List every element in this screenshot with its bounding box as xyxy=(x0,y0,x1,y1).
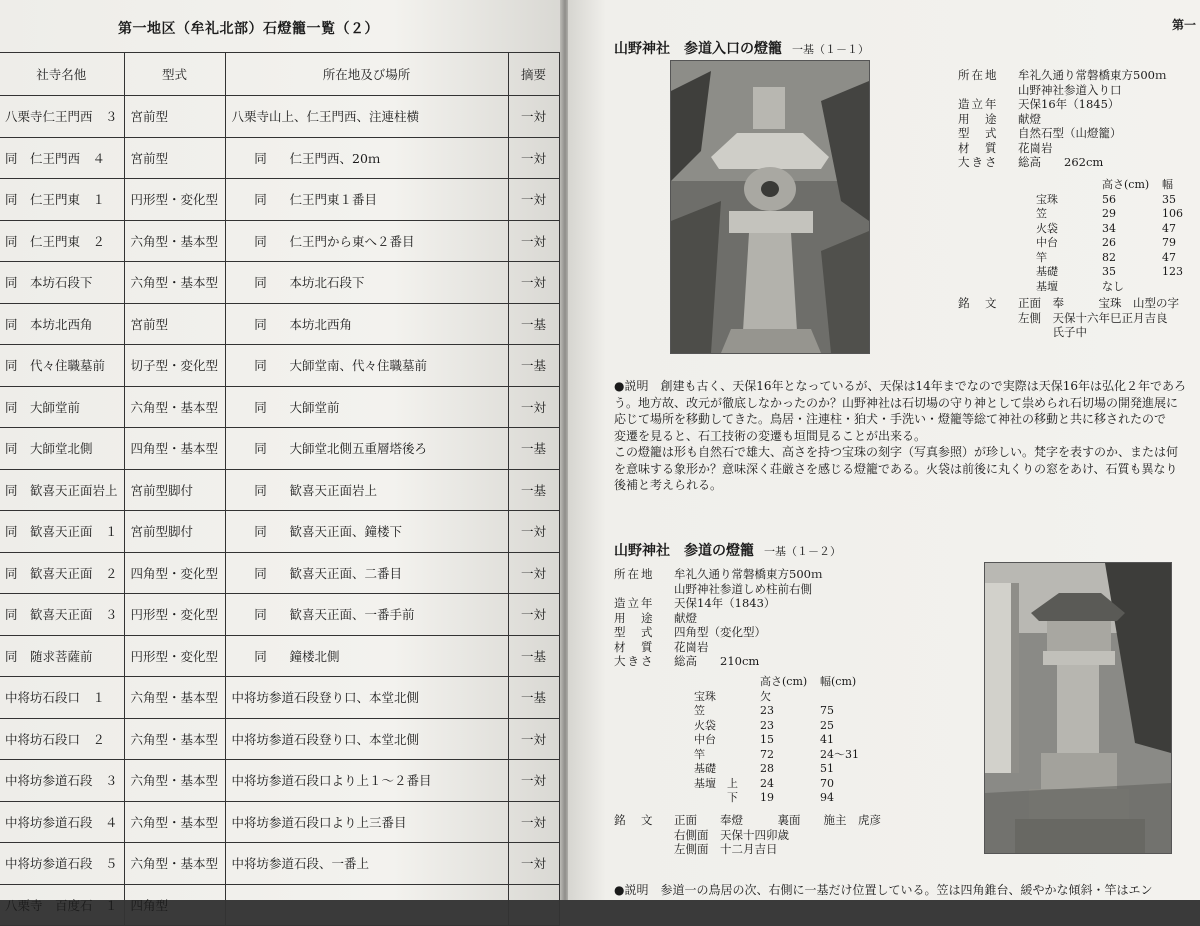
size-width: 47 xyxy=(1162,250,1176,264)
cell-location xyxy=(225,262,508,304)
entry1-name: 山野神社 参道入口の燈籠 xyxy=(614,41,782,57)
cell-location xyxy=(225,220,508,262)
cell-location-text: 大師堂南、代々住職墓前 xyxy=(289,358,428,374)
info-label xyxy=(614,828,674,843)
cell-location xyxy=(225,345,508,387)
size-height: なし xyxy=(1102,279,1124,293)
info-label: 造立年 xyxy=(958,97,999,111)
size-height: 28 xyxy=(760,762,774,775)
info-label: 用 途 xyxy=(958,111,999,126)
size-part: 竿 xyxy=(1036,250,1047,264)
table-body xyxy=(0,96,559,926)
entry1-description xyxy=(614,378,1200,494)
cell-name: 同 大師堂北側 xyxy=(0,428,124,470)
cell-name: 同 代々住職墓前 xyxy=(0,345,124,387)
entry2-count: 一基（１－２） xyxy=(764,545,841,558)
cell-name: 中将坊石段口 ２ xyxy=(0,718,124,760)
info-value: 氏子中 xyxy=(1018,325,1087,339)
cell-type: 切子型・変化型 xyxy=(124,345,225,387)
cell-location xyxy=(225,760,508,802)
info-value: 牟礼久通り常磐橋東方500ｍ xyxy=(674,567,823,581)
table-row xyxy=(0,718,559,760)
info-label: 型 式 xyxy=(614,625,655,639)
info-row xyxy=(958,112,1166,127)
size-row xyxy=(694,690,859,705)
description-line: 変遷を見ると、石工技術の変遷も垣間見ることが出来る。 xyxy=(614,428,927,443)
table-row xyxy=(0,760,559,802)
size-header-width: 幅(cm) xyxy=(820,675,857,688)
cell-location-text: 中将坊参道石段登り口、本堂北側 xyxy=(231,690,420,706)
info-row xyxy=(614,640,822,655)
info-value: 山野神社参道しめ柱前右側 xyxy=(674,581,812,596)
size-part: 宝珠 xyxy=(694,689,716,703)
cell-name: 同 本坊石段下 xyxy=(0,262,124,304)
info-row xyxy=(614,842,881,857)
entry2-photo xyxy=(984,562,1172,854)
size-row xyxy=(1036,251,1183,266)
size-header-width: 幅 xyxy=(1162,178,1173,191)
table-row xyxy=(0,345,559,387)
size-part: 基礎 xyxy=(1036,265,1058,278)
info-row xyxy=(958,126,1166,141)
size-part: 下 xyxy=(694,791,738,804)
cell-name: 中将坊石段口 １ xyxy=(0,677,124,719)
entry2-title xyxy=(614,540,841,560)
size-row xyxy=(694,719,859,734)
cell-location-text: 歓喜天正面、一番手前 xyxy=(289,607,415,623)
size-part: 火袋 xyxy=(1036,221,1058,235)
cell-location-text: 本坊北西角 xyxy=(289,316,353,332)
info-row xyxy=(614,567,822,582)
cell-quantity: 一基 xyxy=(508,303,559,345)
info-label: 銘 文 xyxy=(958,296,999,310)
entry1-info xyxy=(958,68,1166,170)
size-row xyxy=(1036,265,1183,280)
info-label xyxy=(958,83,1018,98)
cell-quantity: 一対 xyxy=(508,801,559,843)
size-row xyxy=(694,704,859,719)
table-row xyxy=(0,801,559,843)
size-width: 35 xyxy=(1162,192,1176,206)
info-row xyxy=(614,596,822,611)
info-row xyxy=(958,296,1179,311)
cell-location xyxy=(225,801,508,843)
info-value: 献燈 xyxy=(1018,111,1041,126)
cell-quantity: 一基 xyxy=(508,469,559,511)
cell-ditto-mark: 同 xyxy=(254,399,267,415)
info-value: 花崗岩 xyxy=(1018,140,1053,155)
cell-type: 六角型・基本型 xyxy=(124,843,225,885)
table-row xyxy=(0,552,559,594)
cell-location-text: 中将坊参道石段、一番上 xyxy=(231,856,370,872)
header-type: 型式 xyxy=(124,53,225,96)
lantern-table xyxy=(0,52,560,926)
info-label: 所在地 xyxy=(958,68,999,82)
cell-ditto-mark: 同 xyxy=(254,150,267,166)
size-height: 26 xyxy=(1102,236,1116,249)
size-height: 72 xyxy=(760,747,774,761)
size-height: 56 xyxy=(1102,192,1116,206)
cell-location-text: 本坊北石段下 xyxy=(289,275,365,291)
cell-location xyxy=(225,386,508,428)
size-header-spacer xyxy=(1036,178,1102,193)
size-part: 竿 xyxy=(694,747,705,761)
info-row xyxy=(614,582,822,597)
left-page xyxy=(0,0,562,913)
page-title: 第一地区（牟礼北部）石燈籠一覧（２） xyxy=(118,21,379,37)
size-height: 35 xyxy=(1102,265,1116,278)
cell-location-text: 鐘楼北側 xyxy=(289,648,340,664)
size-row xyxy=(1036,222,1183,237)
info-value: 牟礼久通り常磐橋東方500ｍ xyxy=(1018,68,1167,82)
size-row xyxy=(694,791,859,806)
table-row xyxy=(0,843,559,885)
table-row xyxy=(0,220,559,262)
size-height: 34 xyxy=(1102,221,1116,235)
cell-quantity: 一対 xyxy=(508,262,559,304)
description-line: を意味する象形か？意味深く荘厳さを感じる燈籠である。火袋は前後に丸くりの窓をあけ、石質も異なり xyxy=(614,461,1178,476)
cell-type: 円形型・変化型 xyxy=(124,635,225,677)
cell-quantity: 一対 xyxy=(508,137,559,179)
cell-location-text: 中将坊参道石段口より上三番目 xyxy=(231,814,407,830)
size-row xyxy=(1036,207,1183,222)
cell-quantity: 一基 xyxy=(508,345,559,387)
cell-name: 中将坊参道石段 ３ xyxy=(0,760,124,802)
info-row xyxy=(614,611,822,626)
info-value: 花崗岩 xyxy=(674,639,709,654)
table-row xyxy=(0,677,559,719)
cell-type: 円形型・変化型 xyxy=(124,179,225,221)
size-part: 中台 xyxy=(694,733,716,746)
cell-location xyxy=(225,635,508,677)
cell-ditto-mark: 同 xyxy=(254,316,267,332)
cell-name: 同 歓喜天正面岩上 xyxy=(0,469,124,511)
info-value: 正面 奉 宝珠 山型の字 xyxy=(1018,296,1179,310)
size-height: 23 xyxy=(760,704,774,717)
size-header-height: 高さ(cm) xyxy=(760,675,808,688)
info-value: 天保14年（1843） xyxy=(674,596,776,610)
info-label: 材 質 xyxy=(614,639,655,654)
cell-type: 宮前型脚付 xyxy=(124,511,225,553)
size-part: 笠 xyxy=(694,704,705,717)
cell-type: 四角型・変化型 xyxy=(124,552,225,594)
info-value: 総高 262cm xyxy=(1018,155,1104,169)
cell-type: 六角型・基本型 xyxy=(124,718,225,760)
cell-ditto-mark: 同 xyxy=(254,607,267,623)
right-page xyxy=(568,0,1200,900)
info-value: 四角型（変化型） xyxy=(674,625,766,639)
cell-location xyxy=(225,677,508,719)
entry1-title xyxy=(614,38,869,58)
table-header-row xyxy=(0,53,559,96)
table-row xyxy=(0,179,559,221)
size-header-height: 高さ(cm) xyxy=(1102,178,1150,191)
entry1-size-table xyxy=(1036,178,1183,294)
table-row xyxy=(0,96,559,138)
cell-quantity: 一対 xyxy=(508,718,559,760)
size-width: 79 xyxy=(1162,236,1176,249)
description-line: 後補と考えられる。 xyxy=(614,478,723,492)
cell-type: 宮前型 xyxy=(124,96,225,138)
size-height: 15 xyxy=(760,733,774,746)
info-label xyxy=(958,325,1018,340)
description-line: この燈籠は形も自然石で雄大、高さを持つ宝珠の刻字（写真参照）が珍しい。梵字を表すのか、または何 xyxy=(614,445,1179,459)
cell-ditto-mark: 同 xyxy=(254,565,267,581)
cell-name: 同 仁王門東 １ xyxy=(0,179,124,221)
cell-location-text: 仁王門から東へ２番目 xyxy=(289,233,415,249)
size-part: 基壇 xyxy=(1036,279,1058,293)
info-label: 銘 文 xyxy=(614,813,655,827)
cell-type: 四角型・基本型 xyxy=(124,428,225,470)
info-value: 天保16年（1845） xyxy=(1018,97,1120,111)
info-row xyxy=(958,155,1166,170)
size-height: 29 xyxy=(1102,207,1116,220)
info-row xyxy=(614,625,822,640)
cell-quantity: 一対 xyxy=(508,386,559,428)
size-width: 123 xyxy=(1162,265,1183,278)
cell-type: 六角型・基本型 xyxy=(124,801,225,843)
cell-name: 中将坊参道石段 ５ xyxy=(0,843,124,885)
table-row xyxy=(0,511,559,553)
info-label xyxy=(958,311,1018,326)
info-label: 用 途 xyxy=(614,610,655,625)
cell-type: 六角型・基本型 xyxy=(124,220,225,262)
size-header-row xyxy=(694,675,859,690)
corner-heading: 第一 xyxy=(1171,18,1196,32)
info-row xyxy=(958,97,1166,112)
size-part: 基壇 上 xyxy=(694,776,738,790)
cell-quantity: 一対 xyxy=(508,96,559,138)
cell-location-text: 歓喜天正面岩上 xyxy=(289,482,378,498)
table-row xyxy=(0,303,559,345)
info-value: 正面 奉燈 裏面 施主 虎彦 xyxy=(674,813,881,827)
cell-name: 同 歓喜天正面 １ xyxy=(0,511,124,553)
cell-location-text: 大師堂前 xyxy=(289,399,340,415)
cell-location-text: 歓喜天正面、二番目 xyxy=(289,565,403,581)
cell-location xyxy=(225,552,508,594)
size-height: 82 xyxy=(1102,250,1116,264)
table-row xyxy=(0,594,559,636)
info-row xyxy=(614,654,822,669)
info-value: 山野神社参道入り口 xyxy=(1018,82,1122,97)
entry2-size-table xyxy=(694,675,859,806)
cell-name: 同 仁王門東 ２ xyxy=(0,220,124,262)
cell-location xyxy=(225,594,508,636)
size-height: 欠 xyxy=(760,689,771,703)
cell-quantity: 一対 xyxy=(508,843,559,885)
info-label: 材 質 xyxy=(958,140,999,155)
size-row xyxy=(1036,280,1183,295)
cell-name: 同 本坊北西角 xyxy=(0,303,124,345)
cell-name: 同 仁王門西 ４ xyxy=(0,137,124,179)
info-label: 造立年 xyxy=(614,596,655,610)
size-part: 宝珠 xyxy=(1036,192,1058,206)
info-label xyxy=(614,582,674,597)
entry2-info xyxy=(614,567,822,669)
size-width: 75 xyxy=(820,704,834,717)
cell-location-text: 八栗寺山上、仁王門西、注連柱横 xyxy=(231,109,420,125)
size-part: 中台 xyxy=(1036,236,1058,249)
entry2-name: 山野神社 参道の燈籠 xyxy=(614,543,754,559)
size-row xyxy=(694,748,859,763)
table-row xyxy=(0,262,559,304)
cell-name: 八栗寺仁王門西 ３ xyxy=(0,96,124,138)
info-label: 大きさ xyxy=(614,654,655,668)
size-row xyxy=(694,777,859,792)
size-width: 47 xyxy=(1162,221,1176,235)
size-height: 24 xyxy=(760,776,774,790)
size-width: 94 xyxy=(820,791,834,804)
size-width: 25 xyxy=(820,718,834,732)
cell-quantity: 一基 xyxy=(508,635,559,677)
cell-ditto-mark: 同 xyxy=(254,275,267,291)
cell-location-text: 中将坊参道石段口より上１～２番目 xyxy=(231,773,432,789)
entry2-description: ●説明 参道一の鳥居の次、右側に一基だけ位置している。笠は四角錐台、緩やかな傾斜・竿はエン xyxy=(614,883,1153,897)
info-value: 自然石型（山燈籠） xyxy=(1018,126,1122,140)
info-label: 所在地 xyxy=(614,567,655,581)
cell-type: 宮前型 xyxy=(124,303,225,345)
entry1-photo xyxy=(670,60,870,354)
cell-location xyxy=(225,137,508,179)
header-name: 社寺名他 xyxy=(0,53,124,96)
size-width: 70 xyxy=(820,776,834,790)
info-row xyxy=(958,141,1166,156)
info-label: 型 式 xyxy=(958,126,999,140)
cell-location xyxy=(225,884,508,926)
cell-location-text: 歓喜天正面、鐘楼下 xyxy=(289,524,403,540)
cell-quantity: 一対 xyxy=(508,760,559,802)
cell-name: 八栗寺 百度石 １ xyxy=(0,884,124,926)
size-height: 23 xyxy=(760,718,774,732)
info-row xyxy=(958,311,1179,326)
size-header-spacer xyxy=(694,675,760,690)
cell-name: 同 大師堂前 xyxy=(0,386,124,428)
info-label xyxy=(614,842,674,857)
info-label: 大きさ xyxy=(958,155,999,169)
cell-quantity: 一対 xyxy=(508,220,559,262)
table-row xyxy=(0,469,559,511)
cell-location xyxy=(225,303,508,345)
info-row xyxy=(958,83,1166,98)
description-line: う。地方故、改元が徹底しなかったのか？山野神社は石切場の守り神として祟められ石切場の開発進展に xyxy=(614,395,1179,410)
size-height: 19 xyxy=(760,791,774,804)
cell-location-text: 大師堂北側五重層塔後ろ xyxy=(289,441,428,457)
entry2-inscription xyxy=(614,813,881,857)
description-line: ●説明 創建も古く、天保16年となっているが、天保は14年までなので実際は天保16年は弘化２年であろ xyxy=(614,379,1187,393)
size-row xyxy=(694,733,859,748)
size-row xyxy=(694,762,859,777)
size-width: 51 xyxy=(820,762,834,775)
cell-location xyxy=(225,511,508,553)
cell-quantity xyxy=(508,884,559,926)
cell-type: 六角型・基本型 xyxy=(124,386,225,428)
info-value: 総高 210cm xyxy=(674,654,760,668)
cell-quantity: 一対 xyxy=(508,511,559,553)
cell-type: 円形型・変化型 xyxy=(124,594,225,636)
cell-quantity: 一基 xyxy=(508,677,559,719)
cell-quantity: 一基 xyxy=(508,428,559,470)
info-row xyxy=(614,828,881,843)
cell-name: 同 随求菩薩前 xyxy=(0,635,124,677)
cell-location-text: 仁王門東１番目 xyxy=(289,192,378,208)
cell-ditto-mark: 同 xyxy=(254,524,267,540)
info-row xyxy=(958,325,1179,340)
cell-location xyxy=(225,96,508,138)
description-line: 応じて場所を移動してきた。鳥居・注連柱・狛犬・手洗い・燈籠等総て神社の移動と共に移されたので xyxy=(614,412,1167,426)
table-row xyxy=(0,428,559,470)
table-row xyxy=(0,137,559,179)
cell-ditto-mark: 同 xyxy=(254,358,267,374)
cell-location xyxy=(225,469,508,511)
info-value: 左側 天保十六年巳正月吉良 xyxy=(1018,310,1168,325)
cell-quantity: 一対 xyxy=(508,594,559,636)
info-value: 左側面 十二月吉日 xyxy=(674,842,778,856)
cell-name: 中将坊参道石段 ４ xyxy=(0,801,124,843)
cell-ditto-mark: 同 xyxy=(254,441,267,457)
cell-type: 四角型 xyxy=(124,884,225,926)
cell-location-text: 仁王門西、20ｍ xyxy=(289,150,381,166)
cell-type: 宮前型 xyxy=(124,137,225,179)
cell-location xyxy=(225,843,508,885)
size-row xyxy=(1036,193,1183,208)
cell-type: 六角型・基本型 xyxy=(124,760,225,802)
cell-type: 宮前型脚付 xyxy=(124,469,225,511)
cell-type: 六角型・基本型 xyxy=(124,677,225,719)
header-location: 所在地及び場所 xyxy=(225,53,508,96)
table-row xyxy=(0,884,559,926)
cell-quantity: 一対 xyxy=(508,179,559,221)
cell-quantity: 一対 xyxy=(508,552,559,594)
cell-ditto-mark: 同 xyxy=(254,482,267,498)
entry1-count: 一基（１－１） xyxy=(792,43,869,56)
table-row xyxy=(0,635,559,677)
size-width: 24～31 xyxy=(820,747,859,761)
size-part: 火袋 xyxy=(694,718,716,732)
size-width: 41 xyxy=(820,733,834,746)
cell-ditto-mark: 同 xyxy=(254,192,267,208)
cell-location xyxy=(225,718,508,760)
cell-ditto-mark: 同 xyxy=(254,648,267,664)
info-value: 献燈 xyxy=(674,610,697,625)
entry1-inscription xyxy=(958,296,1179,340)
size-part: 基礎 xyxy=(694,762,716,775)
size-row xyxy=(1036,236,1183,251)
cell-type: 六角型・基本型 xyxy=(124,262,225,304)
cell-name: 同 歓喜天正面 ３ xyxy=(0,594,124,636)
size-header-row xyxy=(1036,178,1183,193)
cell-location xyxy=(225,179,508,221)
cell-location-text: 中将坊参道石段登り口、本堂北側 xyxy=(231,731,420,747)
info-row xyxy=(614,813,881,828)
cell-location xyxy=(225,428,508,470)
cell-name: 同 歓喜天正面 ２ xyxy=(0,552,124,594)
size-part: 笠 xyxy=(1036,207,1047,220)
header-quantity: 摘要 xyxy=(508,53,559,96)
info-value: 右側面 天保十四卯歳 xyxy=(674,827,789,842)
cell-ditto-mark: 同 xyxy=(254,233,267,249)
table-row xyxy=(0,386,559,428)
info-row xyxy=(958,68,1166,83)
size-width: 106 xyxy=(1162,207,1183,220)
